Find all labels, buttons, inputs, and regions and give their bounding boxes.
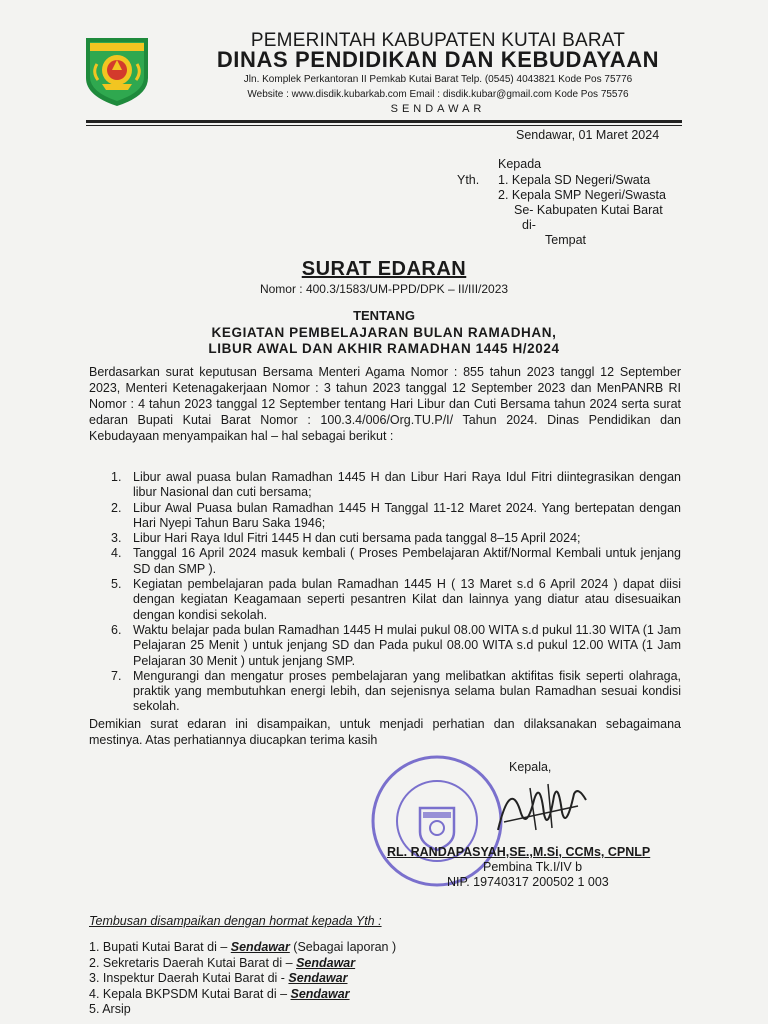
recipient-line: Se- Kabupaten Kutai Barat <box>514 203 663 217</box>
list-item-text: Libur Awal Puasa bulan Ramadhan 1445 H Tanggal 11-12 Maret 2024. Yang bertepatan dengan Hari Nyepi Tahun Baru Saka 1946; <box>133 500 681 530</box>
list-item-number: 1. <box>111 470 122 484</box>
signature-title: Kepala, <box>509 760 552 774</box>
list-item-number: 4. <box>111 546 122 561</box>
signature-icon <box>490 770 590 840</box>
list-item-text: Kegiatan pembelajaran pada bulan Ramadhan 1445 H ( 13 Maret s.d 6 April 2024 ) dapat diisi dengan kegiatan Keagamaan seperti pesantren Kilat dan lainnya yang diatur atau disesuaikan dengan kondisi sekolah. <box>133 577 681 622</box>
list-item-text: Tanggal 16 April 2024 masuk kembali ( Proses Pembelajaran Aktif/Normal Kembali untuk jenjang SD dan SMP ). <box>133 546 681 576</box>
document-title: SURAT EDARAN <box>301 258 467 280</box>
list-item-number: 7. <box>111 668 122 683</box>
intro-paragraph: Berdasarkan surat keputusan Bersama Menteri Agama Nomor : 855 tahun 2023 tanggl 12 September 2023, Menteri Ketenagakerjaan Nomor : 3 tahun 2023 tanggal 12 September 2023 dan MenPANRB RI Nomor : 4 tahun 2023 tanggal 12 September tentang Hari Libur dan Cuti Bersama tahun 2024 serta surat edaran Bupati Kutai Barat Nomor : 100.3.4/006/Org.TU.P/I/ Tahun 2024. Dinas Pendidikan dan Kebudayaan menyampaikan hal – hal sebagai berikut : <box>89 365 681 443</box>
signer-nip: NIP. 19740317 200502 1 003 <box>447 875 609 889</box>
kutai-barat-logo-icon <box>80 34 154 108</box>
recipient-line: di- <box>522 218 536 232</box>
letterhead-contact: Website : www.disdik.kubarkab.com Email : disdik.kubar@gmail.com Kode Pos 75576 <box>247 89 629 100</box>
list-item <box>89 1002 396 1018</box>
letter-date: Sendawar, 01 Maret 2024 <box>516 128 660 142</box>
cc-place: Sendawar <box>296 955 356 970</box>
list-item <box>89 546 681 577</box>
list-item <box>89 940 396 956</box>
cc-recipient: 1. Bupati Kutai Barat di – <box>89 940 231 954</box>
recipient-line: 2. Kepala SMP Negeri/Swasta <box>498 188 666 202</box>
list-item <box>89 956 396 972</box>
list-item <box>89 577 681 623</box>
recipient-line: Tempat <box>545 233 586 247</box>
signer-name: RL. RANDAPASYAH,SE.,M.Si, CCMs, CPNLP <box>387 845 651 859</box>
list-item <box>89 531 681 546</box>
list-item <box>89 669 681 715</box>
cc-place: Sendawar <box>290 986 350 1001</box>
cc-recipient: 2. Sekretaris Daerah Kutai Barat di – <box>89 955 297 970</box>
list-item-text: Waktu belajar pada bulan Ramadhan 1445 H mulai pukul 08.00 WITA s.d pukul 11.30 WITA (1 Jam Pelajaran 25 Menit ) untuk jenjang SD dan Pada pukul 08.00 WITA s.d pukul 12.00 WITA (1 Jam Pelajaran 30 Menit ) untuk jenjang SMP. <box>133 622 681 668</box>
subject-label: TENTANG <box>353 308 415 323</box>
list-item <box>89 987 396 1003</box>
cc-recipient: 5. Arsip <box>89 1002 131 1016</box>
list-item-number: 2. <box>111 500 122 515</box>
letterhead-divider <box>86 120 682 123</box>
recipient-yth: Yth. <box>457 173 480 187</box>
cc-place: Sendawar <box>230 940 290 954</box>
subject-line-1: KEGIATAN PEMBELAJARAN BULAN RAMADHAN, <box>211 325 557 340</box>
cc-recipient: 3. Inspektur Daerah Kutai Barat di - <box>89 971 289 985</box>
points-list <box>89 470 681 715</box>
list-item-number: 5. <box>111 577 122 592</box>
signer-rank: Pembina Tk.I/IV b <box>483 860 583 874</box>
cc-list <box>89 940 396 1018</box>
document-number: Nomor : 400.3/1583/UM-PPD/DPK – II/III/2023 <box>259 282 509 296</box>
list-item-number: 6. <box>111 622 122 637</box>
letterhead-city: SENDAWAR <box>390 103 486 115</box>
cc-place: Sendawar <box>288 971 348 985</box>
list-item-text: Libur awal puasa bulan Ramadhan 1445 H dan Libur Hari Raya Idul Fitri diintegrasikan dengan libur Nasional dan cuti bersama; <box>133 470 681 500</box>
recipient-line: 1. Kepala SD Negeri/Swata <box>498 173 651 187</box>
subject-line-2: LIBUR AWAL DAN AKHIR RAMADHAN 1445 H/2024 <box>208 341 560 356</box>
letterhead-divider-thin <box>86 125 682 126</box>
list-item <box>89 470 681 501</box>
list-item <box>89 971 396 987</box>
cc-recipient: 4. Kepala BKPSDM Kutai Barat di – <box>89 986 291 1001</box>
list-item-number: 3. <box>111 531 122 546</box>
cc-heading: Tembusan disampaikan dengan hormat kepada Yth : <box>89 914 382 928</box>
letterhead-office: DINAS PENDIDIKAN DAN KEBUDAYAAN <box>216 47 660 72</box>
cc-note: (Sebagai laporan ) <box>289 940 397 954</box>
list-item-text: Mengurangi dan mengatur proses pembelajaran yang melibatkan aktifitas fisik seperti olahraga, praktik yang membutuhkan energi lebih, dan sejenisnya selama bulan Ramadhan sesuai kondisi sekolah. <box>133 668 681 714</box>
closing-paragraph: Demikian surat edaran ini disampaikan, untuk menjadi perhatian dan dilaksanakan sebagaimana mestinya. Atas perhatiannya diucapkan terima kasih <box>89 717 681 747</box>
list-item <box>89 623 681 669</box>
recipient-kepada: Kepada <box>498 157 542 171</box>
letterhead-government: PEMERINTAH KABUPATEN KUTAI BARAT <box>250 30 626 51</box>
list-item <box>89 501 681 532</box>
letterhead-address: Jln. Komplek Perkantoran II Pemkab Kutai Barat Telp. (0545) 4043821 Kode Pos 75776 <box>243 74 633 85</box>
list-item-text: Libur Hari Raya Idul Fitri 1445 H dan cuti bersama pada tanggal 8–15 April 2024; <box>133 531 581 546</box>
